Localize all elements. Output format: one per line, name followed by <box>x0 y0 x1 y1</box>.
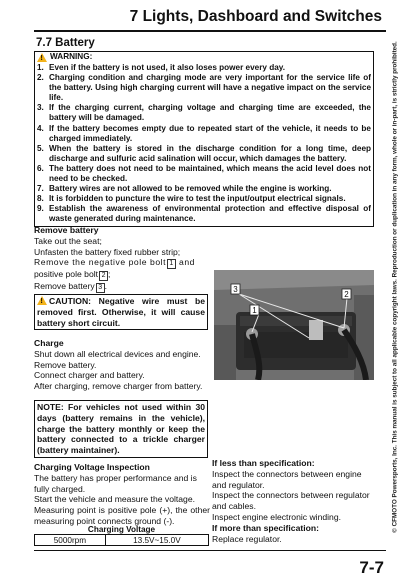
charge-line: Connect charger and battery. <box>34 370 145 381</box>
charge-line: Remove battery. <box>34 359 97 370</box>
note-box: NOTE: For vehicles not used within 30 days (battery remains in the vehicle), charge the battery monthly or keep the battery connected to a trickle charger (battery maintainer). <box>34 400 208 458</box>
callout-box: 2 <box>99 271 108 281</box>
spec-section <box>212 458 378 544</box>
warning-item: 7. Battery wires are not allowed to be removed while the engine is working. <box>37 184 332 194</box>
remove-battery-section <box>34 225 210 293</box>
spec-line: Replace regulator. <box>212 533 282 544</box>
top-rule <box>34 30 386 32</box>
caution-box <box>34 294 208 330</box>
warning-item: 3. If the charging current, charging voltage and charging time are exceeded, the battery will be damaged. <box>37 103 371 123</box>
spec-heading-more: If more than specification: <box>212 522 319 533</box>
warning-list <box>37 63 371 225</box>
table-row <box>35 535 209 546</box>
charge-section <box>34 338 210 392</box>
remove-step-3: Remove the negative pole bolt 1 and <box>34 257 195 268</box>
chapter-title: 7 Lights, Dashboard and Switches <box>129 8 382 25</box>
figure-label: 1 <box>252 306 257 315</box>
inspection-section <box>34 462 210 527</box>
figure-label: 2 <box>344 290 349 299</box>
inspection-p3: Measuring point is positive pole (+), the other measuring point connects ground (-). <box>34 505 210 526</box>
callout-box: 3 <box>96 283 105 293</box>
caution-label: CAUTION: <box>49 296 92 306</box>
remove-step-3b: positive pole bolt 2 ; <box>34 269 111 280</box>
warning-item: 6. The battery does not need to be maintained, which means the acid level does not need to be checked. <box>37 163 371 184</box>
figure-label: 3 <box>233 285 238 294</box>
remove-step-2: Unfasten the battery fixed rubber strip; <box>34 246 181 257</box>
warning-item: 5. When the battery is stored in the discharge condition for a long time, deep discharge and sulfuric acid salination will occur, which damages the battery. <box>37 143 371 163</box>
warning-label: WARNING: <box>50 52 93 62</box>
warning-box <box>34 51 374 227</box>
copyright-notice <box>390 41 400 533</box>
battery-photo <box>214 270 374 380</box>
copyright-text: © CFMOTO Powersports, Inc. This manual is subject to all applicable copyright laws. Reproduction or duplication in any form, whole or in-part, is strictly prohibited. <box>391 41 399 533</box>
charge-line: After charging, remove charger from battery. <box>34 381 203 392</box>
bottom-rule <box>34 550 386 551</box>
warning-header <box>37 52 371 63</box>
warning-item: 1. Even if the battery is not used, it also loses power every day. <box>37 63 285 72</box>
charge-heading: Charge <box>34 338 64 348</box>
inspection-p1: The battery has proper performance and is fully charged. <box>34 472 197 494</box>
table-cell-voltage: 13.5V~15.0V <box>105 535 208 546</box>
spec-heading-less: If less than specification: <box>212 458 315 468</box>
remove-step-1: Take out the seat; <box>34 235 102 246</box>
warning-item: 4. If the battery becomes empty due to repeated start of the vehicle, it needs to be charged immediately. <box>37 123 371 143</box>
inspection-heading: Charging Voltage Inspection <box>34 462 150 472</box>
spec-line: Inspect the connectors between engine and regulator. <box>212 468 362 490</box>
callout-box: 1 <box>167 259 176 269</box>
caution-text: Negative wire must be removed first. Otherwise, it will cause battery short circuit. <box>37 296 205 328</box>
table-title: Charging Voltage <box>35 524 209 535</box>
battery-illustration <box>214 270 374 380</box>
spec-line: Inspect engine electronic winding. <box>212 511 341 522</box>
section-title: 7.7 Battery <box>36 37 95 49</box>
remove-step-4: Remove battery 3 . <box>34 281 108 292</box>
warning-item: 8. It is forbidden to puncture the wire to test the input/output electrical signals. <box>37 194 346 204</box>
page-number: 7-7 <box>359 558 384 577</box>
spec-line: Inspect the connectors between regulator and cables. <box>212 490 370 512</box>
inspection-p2: Start the vehicle and measure the voltage. <box>34 494 195 505</box>
caution-triangle-icon <box>37 296 47 305</box>
charging-voltage-table <box>34 524 209 546</box>
warning-item: 9. Establish the awareness of environmental protection and effective disposal of waste generated during maintenance. <box>37 204 371 224</box>
warning-triangle-icon <box>37 53 47 62</box>
warning-item: 2. Charging condition and charging mode are very important for the service life of the battery. Using high charging current will have a negative impact on the service life. <box>37 73 371 103</box>
charge-line: Shut down all electrical devices and engine. <box>34 348 201 359</box>
remove-battery-heading: Remove battery <box>34 225 99 235</box>
table-cell-rpm: 5000rpm <box>35 535 106 546</box>
